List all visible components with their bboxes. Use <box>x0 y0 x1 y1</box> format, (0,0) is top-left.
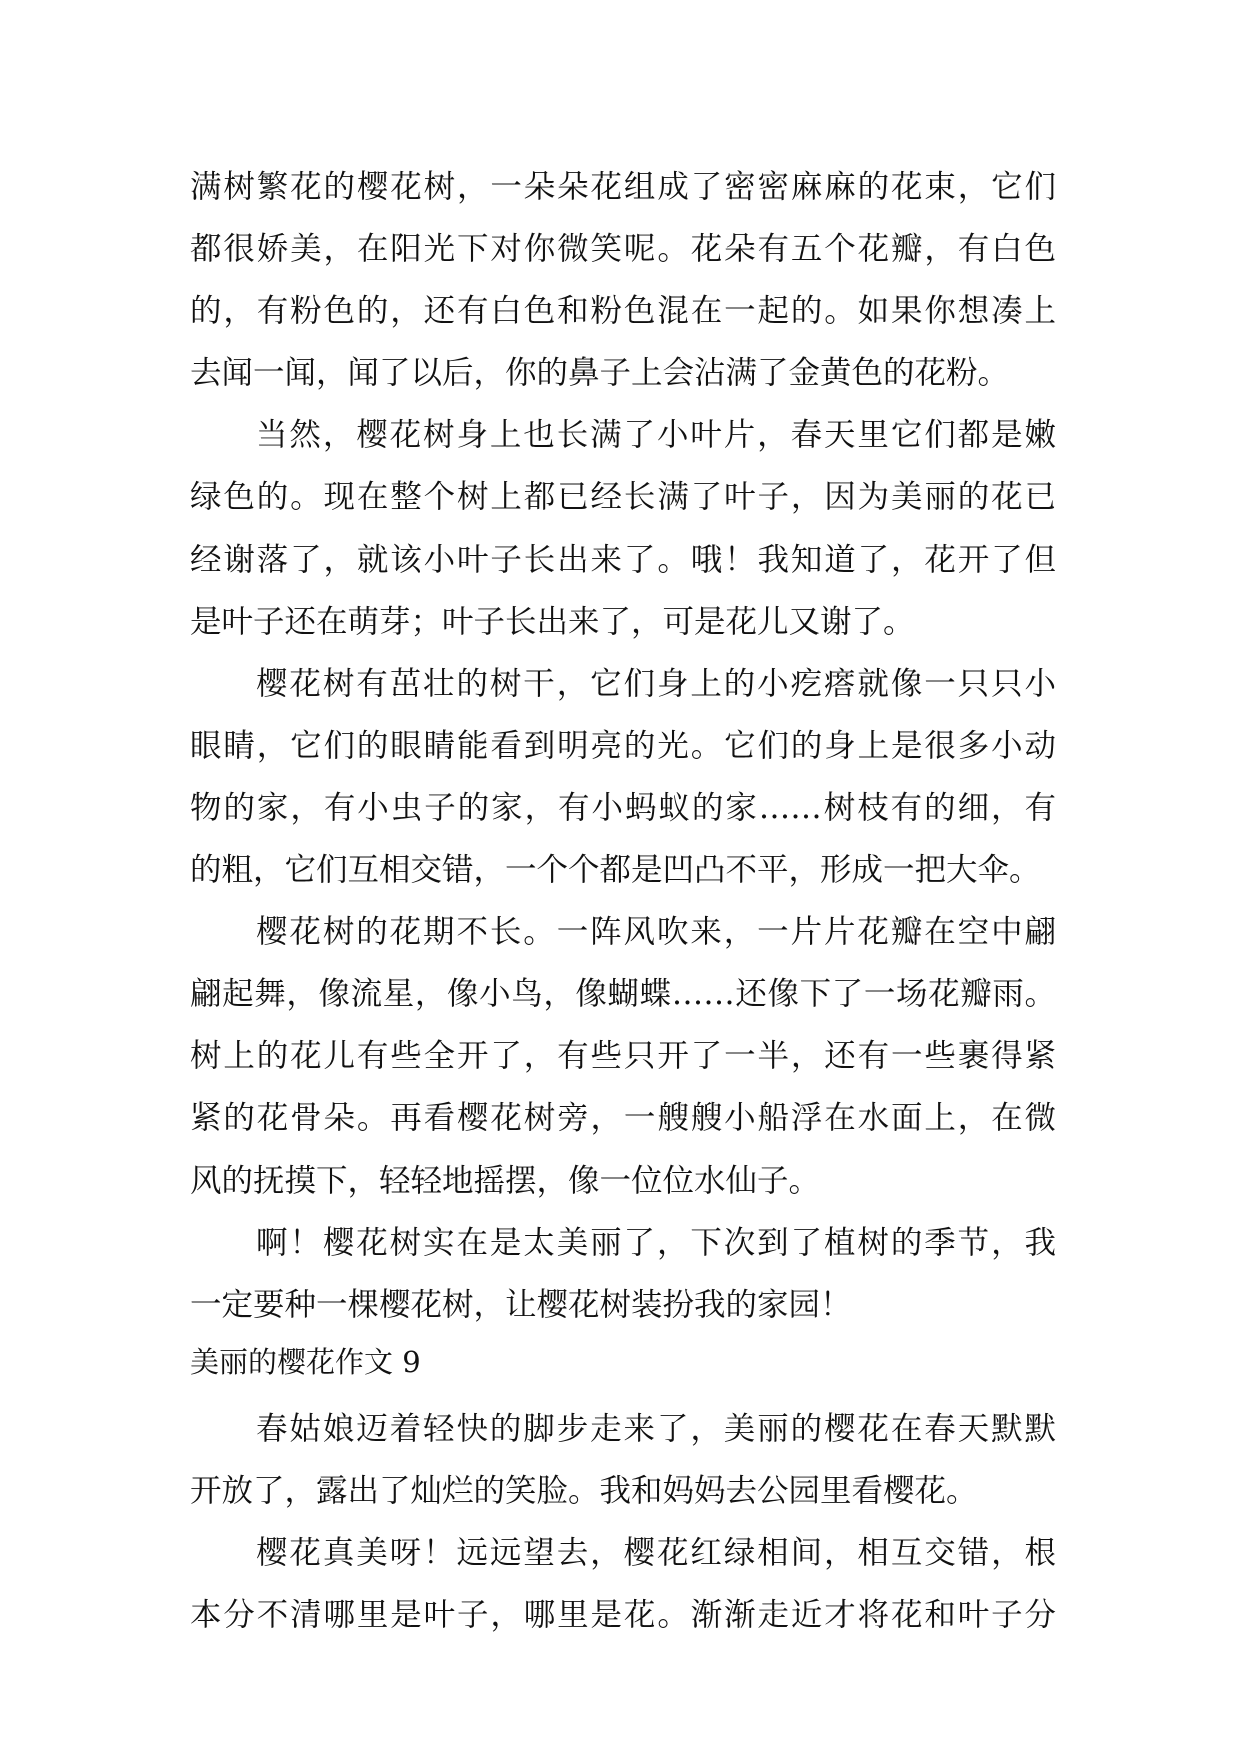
text-line: 开放了，露出了灿烂的笑脸。我和妈妈去公园里看樱花。 <box>190 1472 978 1509</box>
paragraph-first-line: 樱花树的花期不长。一阵风吹来，一片片花瓣在空中翩 <box>256 914 1056 951</box>
section-heading: 美丽的樱花作文 9 <box>190 1344 421 1379</box>
paragraph-first-line: 春姑娘迈着轻快的脚步走来了，美丽的樱花在春天默默 <box>256 1410 1056 1447</box>
text-line: 满树繁花的樱花树，一朵朵花组成了密密麻麻的花束，它们 <box>190 169 1056 205</box>
text-line: 翩起舞，像流星，像小鸟，像蝴蝶……还像下了一场花瓣雨。 <box>190 976 1056 1013</box>
text-line: 紧的花骨朵。再看樱花树旁，一艘艘小船浮在水面上，在微 <box>190 1100 1056 1137</box>
text-line: 经谢落了，就该小叶子长出来了。哦！我知道了，花开了但 <box>190 541 1056 578</box>
paragraph-first-line: 当然，樱花树身上也长满了小叶片，春天里它们都是嫩 <box>256 417 1056 454</box>
text-line: 一定要种一棵樱花树，让樱花树装扮我的家园！ <box>190 1286 852 1323</box>
paragraph-first-line: 樱花树有茁壮的树干，它们身上的小疙瘩就像一只只小 <box>256 665 1056 702</box>
text-line: 去闻一闻，闻了以后，你的鼻子上会沾满了金黄色的花粉。 <box>190 355 1010 392</box>
text-line: 树上的花儿有些全开了，有些只开了一半，还有一些裹得紧 <box>190 1038 1056 1075</box>
text-line: 本分不清哪里是叶子，哪里是花。渐渐走近才将花和叶子分 <box>190 1597 1056 1634</box>
text-line: 眼睛，它们的眼睛能看到明亮的光。它们的身上是很多小动 <box>190 727 1056 764</box>
text-line: 物的家，有小虫子的家，有小蚂蚁的家……树枝有的细，有 <box>190 789 1056 826</box>
paragraph-first-line: 啊！樱花树实在是太美丽了，下次到了植树的季节，我 <box>256 1224 1056 1261</box>
text-line: 的粗，它们互相交错，一个个都是凹凸不平，形成一把大伞。 <box>190 852 1041 889</box>
paragraph-first-line: 樱花真美呀！远远望去，樱花红绿相间，相互交错，根 <box>256 1534 1056 1571</box>
text-line: 的，有粉色的，还有白色和粉色混在一起的。如果你想凑上 <box>190 293 1056 330</box>
text-line: 都很娇美，在阳光下对你微笑呢。花朵有五个花瓣，有白色 <box>190 231 1056 268</box>
article-body <box>190 156 1056 1646</box>
text-line: 是叶子还在萌芽；叶子长出来了，可是花儿又谢了。 <box>190 603 915 640</box>
text-line: 风的抚摸下，轻轻地摇摆，像一位位水仙子。 <box>190 1162 821 1199</box>
text-line: 绿色的。现在整个树上都已经长满了叶子，因为美丽的花已 <box>190 479 1056 516</box>
